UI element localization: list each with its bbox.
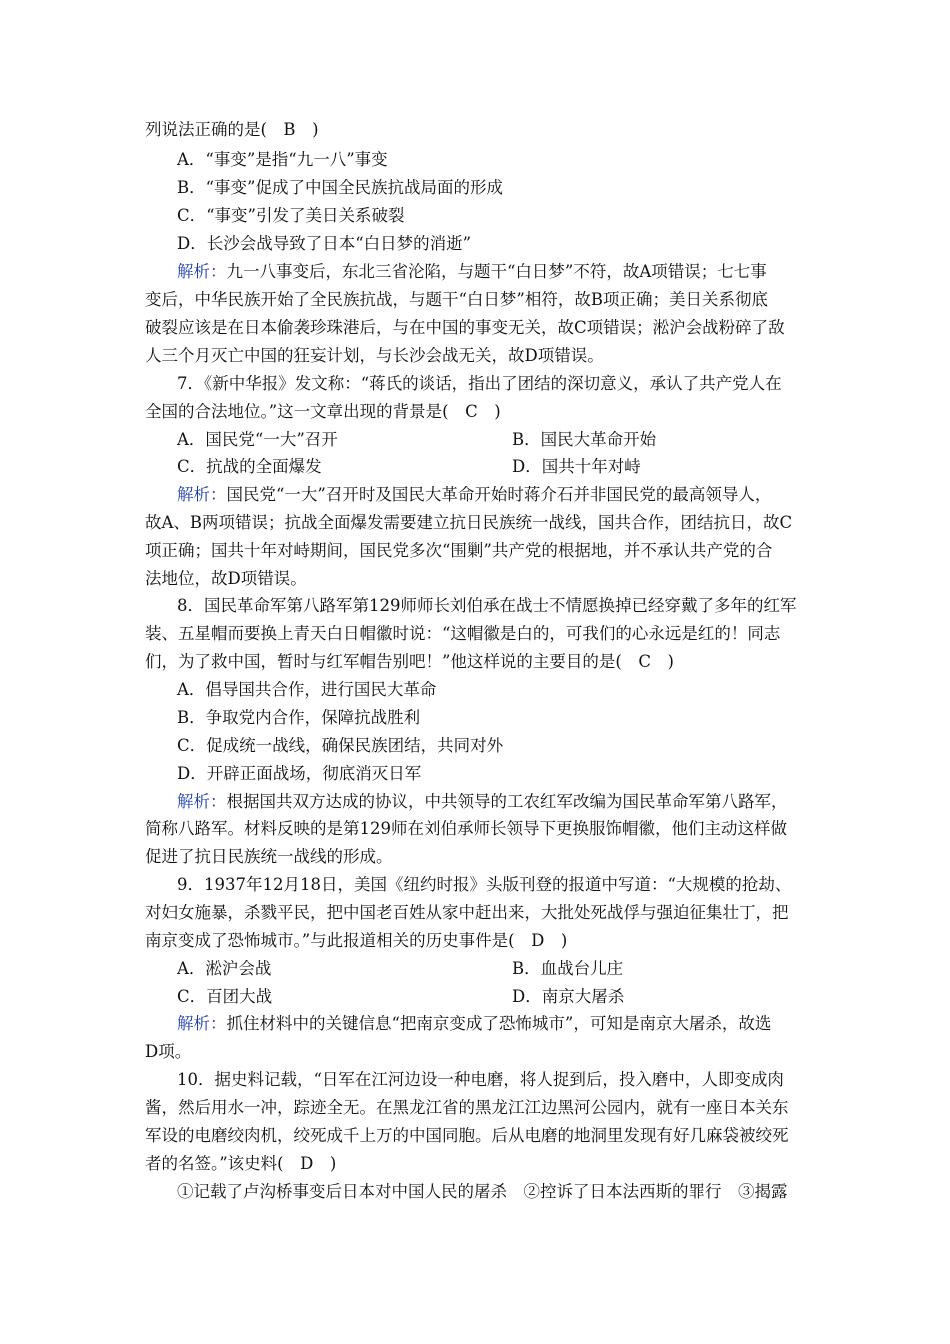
q6-analysis-line: 破裂应该是在日本偷袭珍珠港后，与在中国的事变无关，故C项错误；淞沪会战粉碎了敌	[145, 318, 785, 337]
q6-option-c: C．“事变”引发了美日关系破裂	[177, 206, 405, 225]
q7-option-d: D．国共十年对峙	[512, 457, 641, 476]
q8-option-b: B．争取党内合作，保障抗战胜利	[177, 708, 421, 727]
q7-analysis-line: 故A、B两项错误；抗战全面爆发需要建立抗日民族统一战线，国共合作，团结抗日，故C	[145, 513, 793, 532]
q9-option-c: C．百团大战	[177, 987, 273, 1006]
q6-stem-tail: 列说法正确的是( B )	[145, 120, 319, 139]
q8-stem-line: 8．国民革命军第八路军第129师师长刘伯承在战士不情愿换掉已经穿戴了多年的红军	[177, 596, 797, 615]
analysis-text: 国民党“一大”召开时及国民大革命开始时蒋介石并非国民党的最高领导人，	[226, 485, 772, 504]
q8-analysis-line: 促进了抗日民族统一战线的形成。	[145, 847, 393, 866]
q9-analysis-line	[177, 1010, 771, 1038]
analysis-text: 九一八事变后，东北三省沦陷，与题干“白日梦”不符，故A项错误；七七事	[226, 262, 767, 281]
q7-stem-line: 7．《新中华报》发文称：“蒋氏的谈话，指出了团结的深切意义，承认了共产党人在	[177, 374, 782, 393]
analysis-label: 解析：	[177, 485, 227, 504]
q8-option-a: A．倡导国共合作，进行国民大革命	[177, 680, 437, 699]
q9-option-d: D．南京大屠杀	[512, 987, 625, 1006]
analysis-text: 抓住材料中的关键信息“把南京变成了恐怖城市”，可知是南京大屠杀，故选	[226, 1014, 772, 1033]
q6-option-a: A．“事变”是指“九一八”事变	[177, 150, 388, 169]
q10-stem-line: 军设的电磨绞肉机，绞死成千上万的中国同胞。后从电磨的地洞里发现有好几麻袋被绞死	[145, 1126, 789, 1145]
q7-analysis-line	[177, 481, 771, 509]
q7-option-c: C．抗战的全面爆发	[177, 457, 322, 476]
q6-analysis-line	[177, 258, 767, 286]
q8-option-c: C．促成统一战线，确保民族团结，共同对外	[177, 736, 504, 755]
q6-analysis-line: 变后，中华民族开始了全民族抗战，与题干“白日梦”相符，故B项正确；美日关系彻底	[145, 290, 768, 309]
q7-option-a: A．国民党“一大”召开	[177, 430, 338, 449]
q8-analysis-line: 简称八路军。材料反映的是第129师在刘伯承师长领导下更换服饰帽徽，他们主动这样做	[145, 819, 787, 838]
q9-analysis-line: D项。	[145, 1042, 192, 1061]
q6-analysis-line: 人三个月灭亡中国的狂妄计划，与长沙会战无关，故D项错误。	[145, 346, 604, 365]
q7-analysis-line: 项正确；国共十年对峙期间，国民党多次“围剿”共产党的根据地，并不承认共产党的合	[145, 541, 773, 560]
q9-option-b: B．血战台儿庄	[512, 959, 624, 978]
q8-stem-line: 装、五星帽而要换上青天白日帽徽时说：“这帽徽是白的，可我们的心永远是红的！同志	[145, 624, 781, 643]
q8-analysis-line	[177, 788, 788, 816]
q9-stem-line: 9．1937年12月18日，美国《纽约时报》头版刊登的报道中写道：“大规模的抢劫、	[177, 875, 792, 894]
q9-option-a: A．淞沪会战	[177, 959, 272, 978]
q9-stem-line: 南京变成了恐怖城市。”与此报道相关的历史事件是( D )	[145, 931, 568, 950]
q8-stem-line: 们，为了救中国，暂时与红军帽告别吧！”他这样说的主要目的是( C )	[145, 652, 674, 671]
q8-option-d: D．开辟正面战场，彻底消灭日军	[177, 764, 422, 783]
analysis-label: 解析：	[177, 792, 227, 811]
q7-stem-line: 全国的合法地位。”这一文章出现的背景是( C )	[145, 402, 501, 421]
q10-stem-line: 10．据史料记载，“日军在江河边设一种电磨，将人捉到后，投入磨中，人即变成肉	[177, 1070, 784, 1089]
q9-stem-line: 对妇女施暴，杀戮平民，把中国老百姓从家中赶出来，大批处死战俘与强迫征集壮丁，把	[145, 903, 789, 922]
q7-analysis-line: 法地位，故D项错误。	[145, 569, 307, 588]
analysis-text: 根据国共双方达成的协议，中共领导的工农红军改编为国民革命军第八路军，	[226, 792, 788, 811]
q10-stem-line: 酱，然后用水一冲，踪迹全无。在黑龙江省的黑龙江江边黑河公园内，就有一座日本关东	[145, 1098, 789, 1117]
q7-option-b: B．国民大革命开始	[512, 430, 657, 449]
q6-option-d: D．长沙会战导致了日本“白日梦的消逝”	[177, 234, 472, 253]
analysis-label: 解析：	[177, 262, 227, 281]
analysis-label: 解析：	[177, 1014, 227, 1033]
q6-option-b: B．“事变”促成了中国全民族抗战局面的形成	[177, 178, 503, 197]
q10-choices-line: ①记载了卢沟桥事变后日本对中国人民的屠杀 ②控诉了日本法西斯的罪行 ③揭露	[177, 1182, 788, 1201]
q10-stem-line: 者的名签。”该史料( D )	[145, 1154, 337, 1173]
